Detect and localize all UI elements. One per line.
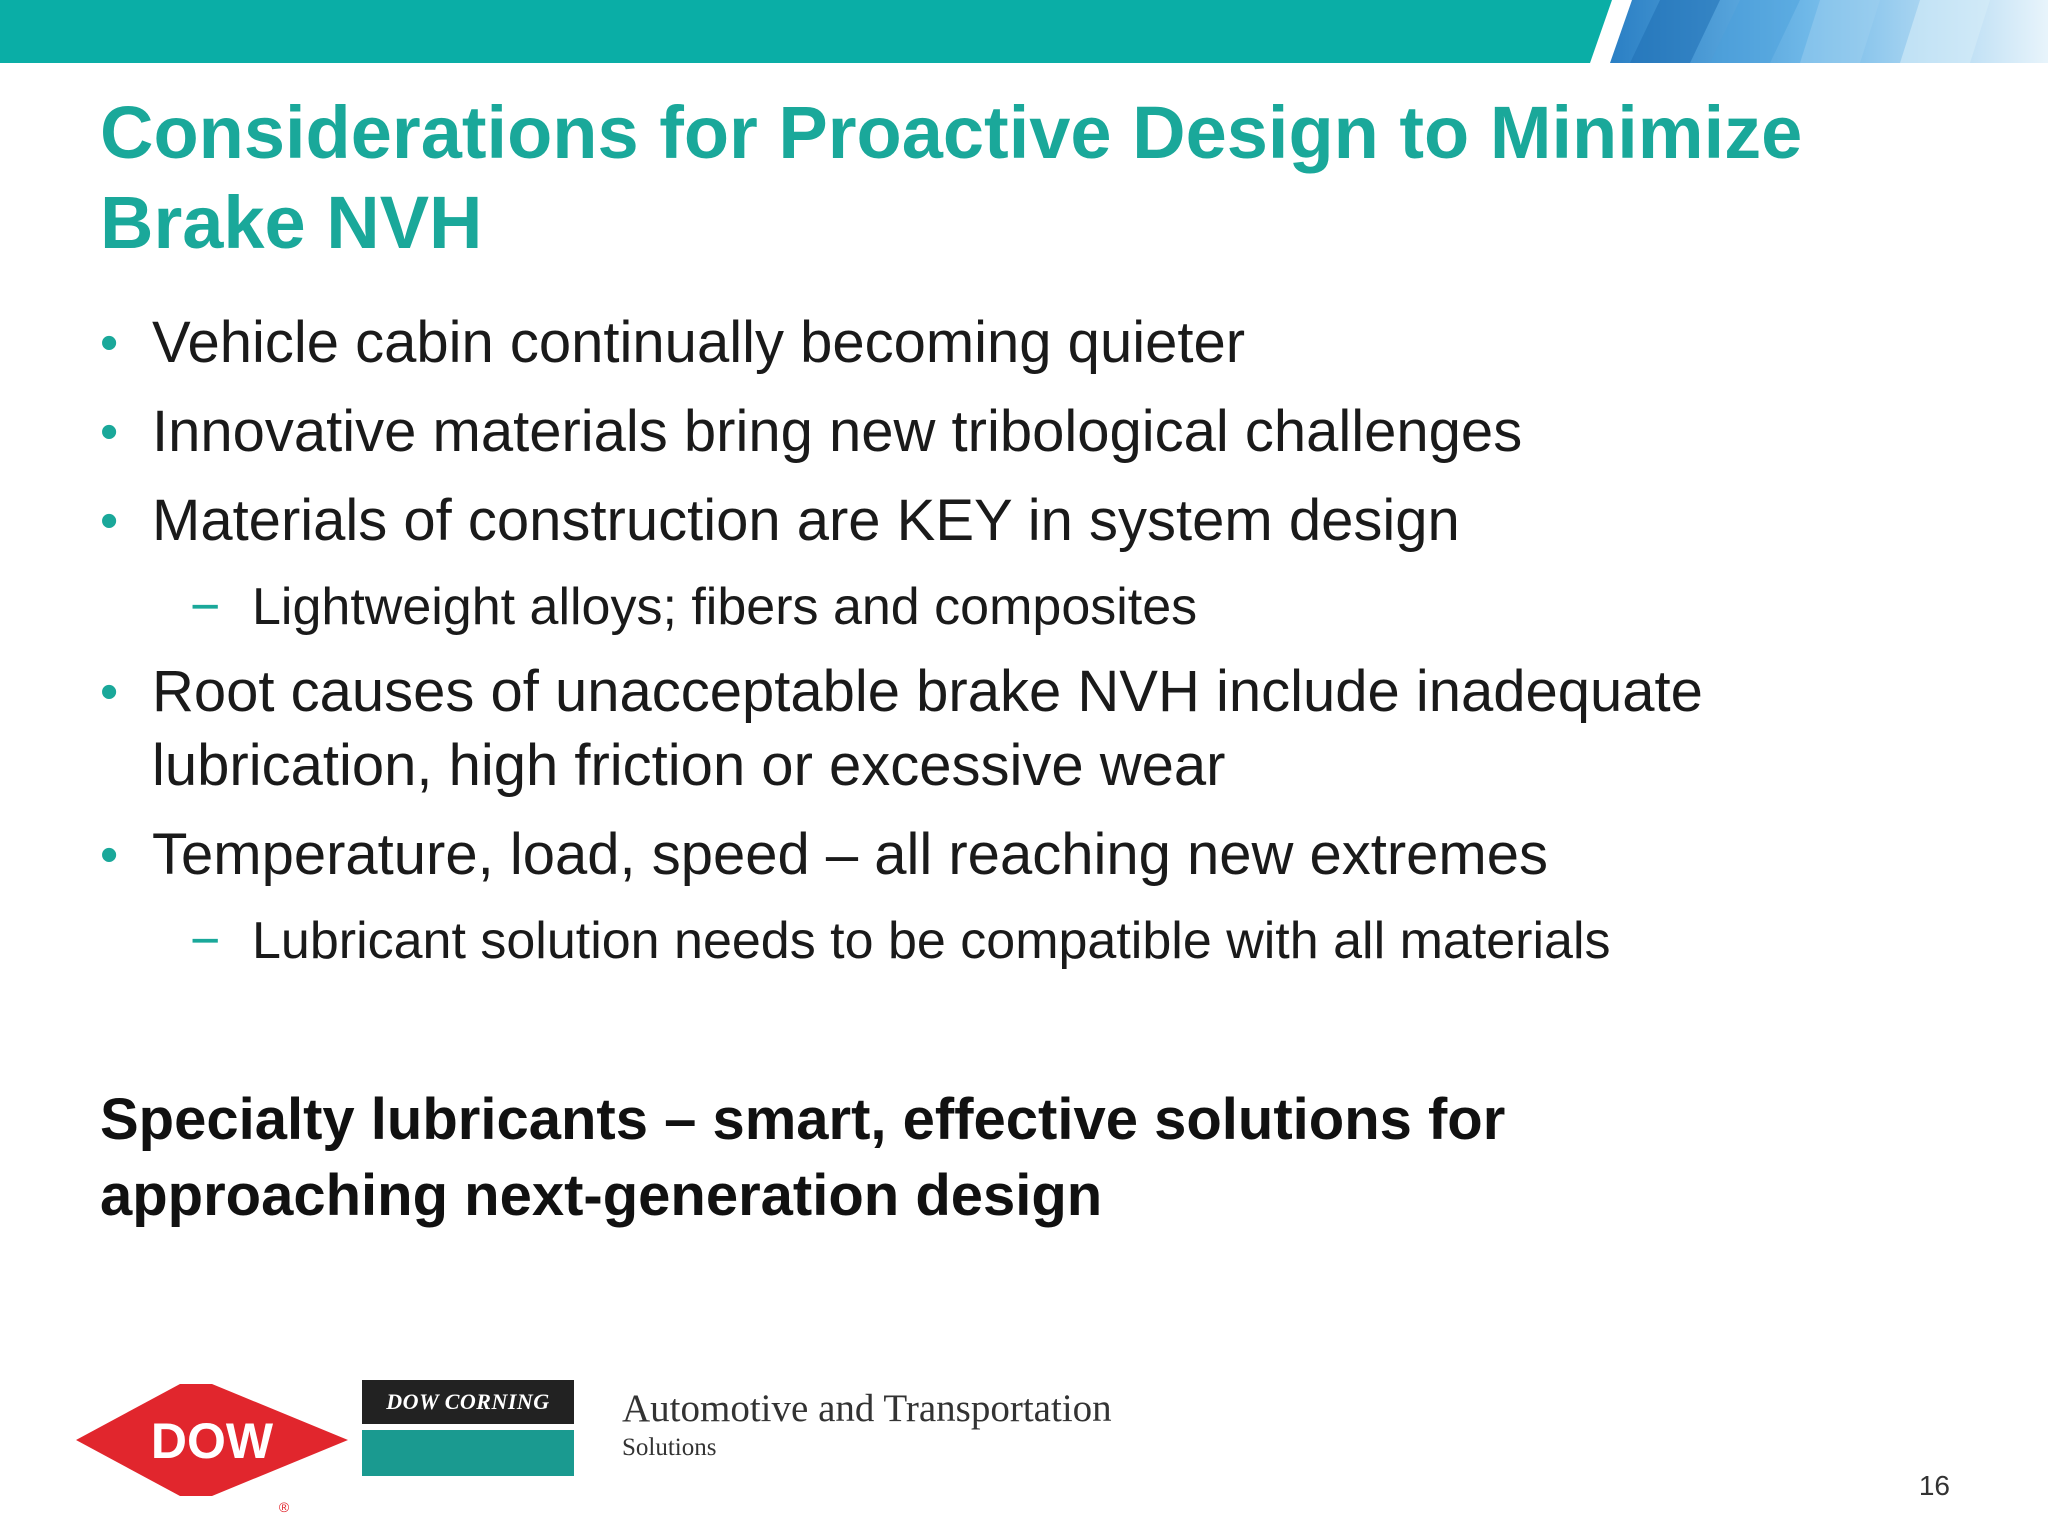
bullet-item [100, 395, 1940, 469]
division-label [622, 1386, 1112, 1464]
bullet-item [100, 818, 1940, 892]
dow-corning-teal-block [362, 1430, 574, 1476]
bullet-item [100, 655, 1940, 803]
slide-title: Considerations for Proactive Design to Minimize Brake NVH [100, 91, 1803, 264]
dow-corning-text: DOW CORNING [362, 1380, 574, 1424]
header-banner [0, 0, 2048, 63]
division-title: Automotive and Transportation [622, 1387, 1112, 1430]
dow-logo [76, 1384, 348, 1514]
sub-bullet-item [100, 907, 1940, 975]
bullet-marker: • [100, 826, 119, 884]
dow-registered-mark: ® [278, 1499, 290, 1514]
takeaway-statement: Specialty lubricants – smart, effective solutions for approaching next-generation design [100, 1087, 1506, 1228]
bullet-text: Vehicle cabin continually becoming quieter [152, 310, 1246, 375]
division-subtitle: Solutions [622, 1434, 717, 1461]
page-number: 16 [1918, 1470, 1950, 1501]
dow-logo-text: DOW [150, 1413, 274, 1469]
bullet-list [100, 306, 1940, 989]
bullet-text: Materials of construction are KEY in system design [152, 488, 1460, 553]
sub-bullet-marker: − [190, 578, 221, 636]
sub-bullet-text: Lightweight alloys; fibers and composites [252, 578, 1198, 636]
bullet-marker: • [100, 314, 119, 372]
sub-bullet-item [100, 573, 1940, 641]
sub-bullet-text: Lubricant solution needs to be compatible with all materials [252, 912, 1611, 970]
bullet-item [100, 306, 1940, 380]
bullet-text: Temperature, load, speed – all reaching new extremes [152, 822, 1548, 887]
bullet-item [100, 484, 1940, 558]
bullet-marker: • [100, 663, 119, 721]
bullet-text: Innovative materials bring new tribological challenges [152, 399, 1523, 464]
dow-corning-logo [362, 1380, 574, 1476]
bullet-marker: • [100, 403, 119, 461]
sub-bullet-marker: − [190, 912, 221, 970]
banner-teal-band [0, 0, 1612, 63]
bullet-text: Root causes of unacceptable brake NVH include inadequate lubrication, high friction or excessive wear [152, 659, 1703, 798]
bullet-marker: • [100, 492, 119, 550]
